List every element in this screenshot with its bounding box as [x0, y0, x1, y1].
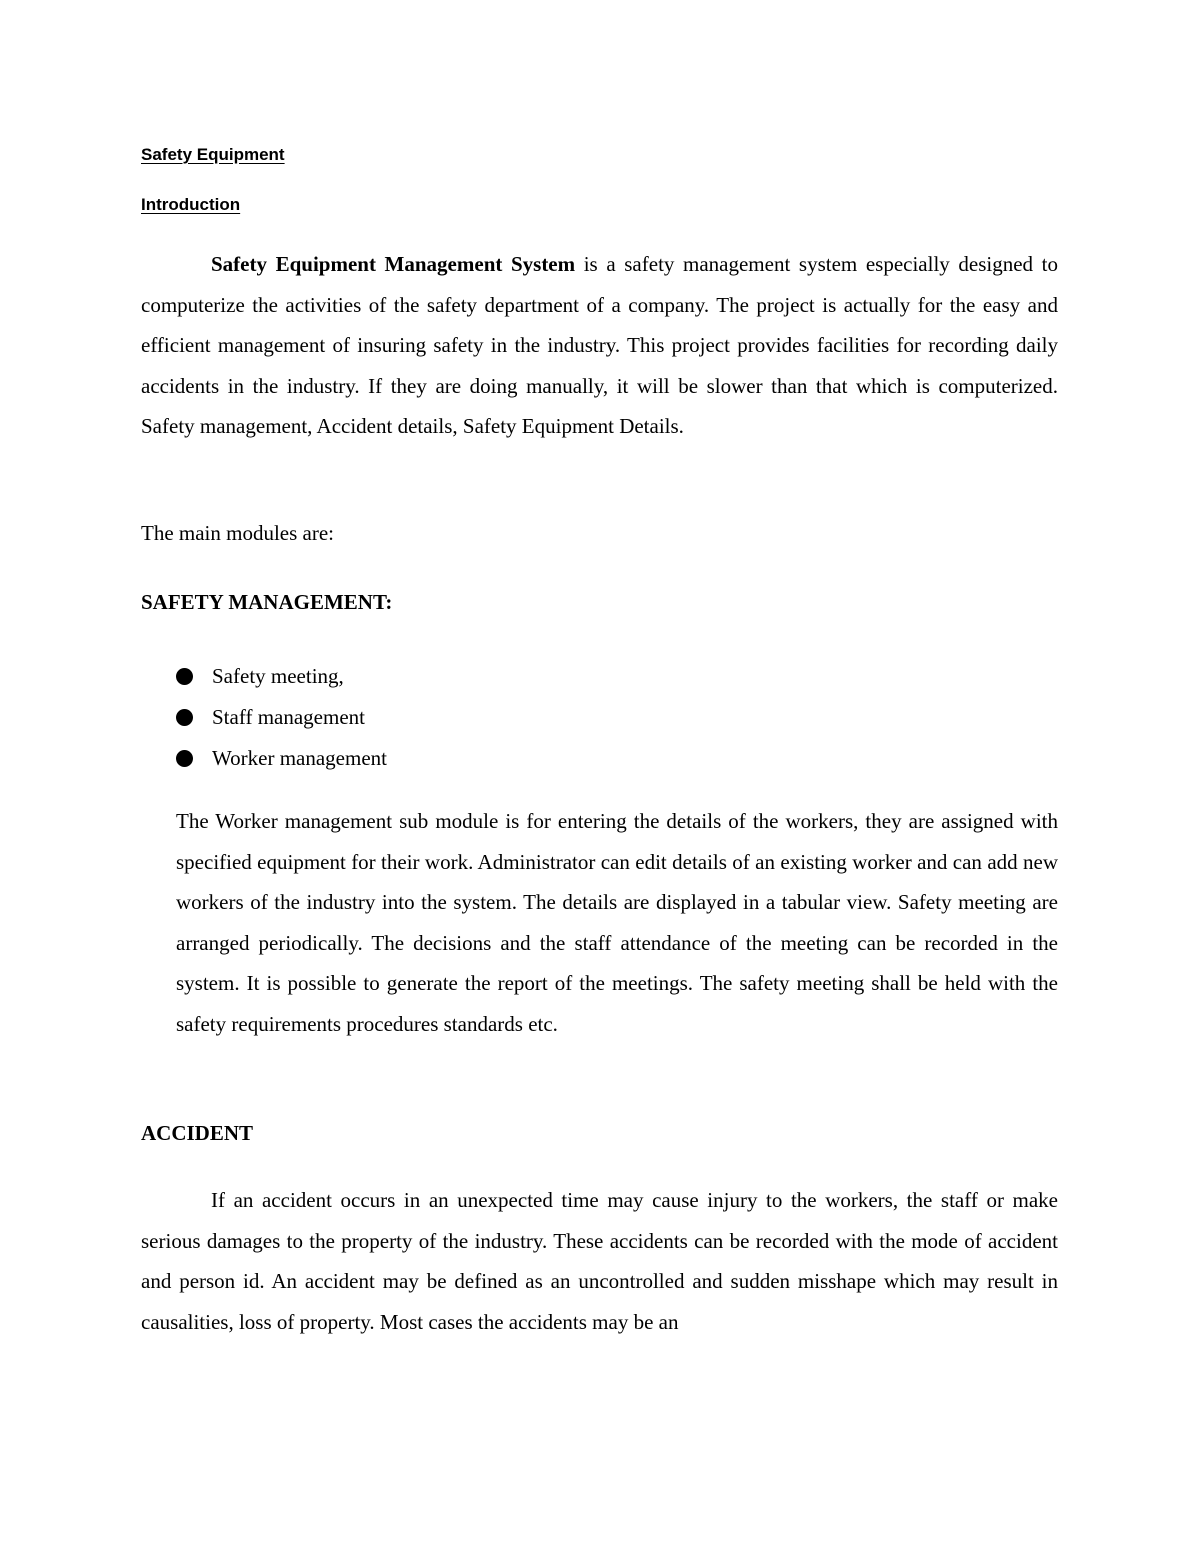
safety-management-list: [176, 656, 387, 779]
bullet-icon: [176, 709, 193, 726]
intro-lead-bold: Safety Equipment Management System: [211, 252, 576, 276]
intro-paragraph: [141, 244, 1058, 447]
accident-heading: ACCIDENT: [141, 1121, 254, 1145]
bullet-icon: [176, 668, 193, 685]
accident-paragraph: If an accident occurs in an unexpected time may cause injury to the workers, the staff or make serious damages to the property of the industry. These accidents can be recorded with the mode of accident and person id. An accident may be defined as an uncontrolled and sudden misshape which may result in causalities, loss of property. Most cases the accidents may be an: [141, 1188, 1058, 1334]
list-item: [176, 656, 387, 697]
bullet-icon: [176, 750, 193, 767]
list-item: [176, 697, 387, 738]
document-title: Safety Equipment: [141, 145, 285, 164]
section-title-introduction: Introduction: [141, 195, 241, 214]
list-item-label: Staff management: [212, 705, 365, 729]
list-item-label: Safety meeting,: [212, 664, 344, 688]
list-item: [176, 738, 387, 779]
modules-intro-text: The main modules are:: [141, 521, 335, 545]
list-item-label: Worker management: [212, 746, 387, 770]
worker-management-paragraph: The Worker management sub module is for entering the details of the workers, they are assigned with specified equipment for their work. Administrator can edit details of an existing worker and can add new workers of the industry into the system. The details are displayed in a tabular view. Safety meeting are arranged periodically. The decisions and the staff attendance of the meeting can be recorded in the system. It is possible to generate the report of the meetings. The safety meeting shall be held with the safety requirements procedures standards etc.: [176, 809, 1058, 1036]
safety-management-heading: SAFETY MANAGEMENT:: [141, 590, 393, 614]
intro-text: is a safety management system especially designed to computerize the activities of the safety department of a company. The project is actually for the easy and efficient management of insuring safety in the industry. This project provides facilities for recording daily accidents in the industry. If they are doing manually, it will be slower than that which is computerized. Safety management, Accident details, Safety Equipment Details.: [141, 252, 1058, 439]
